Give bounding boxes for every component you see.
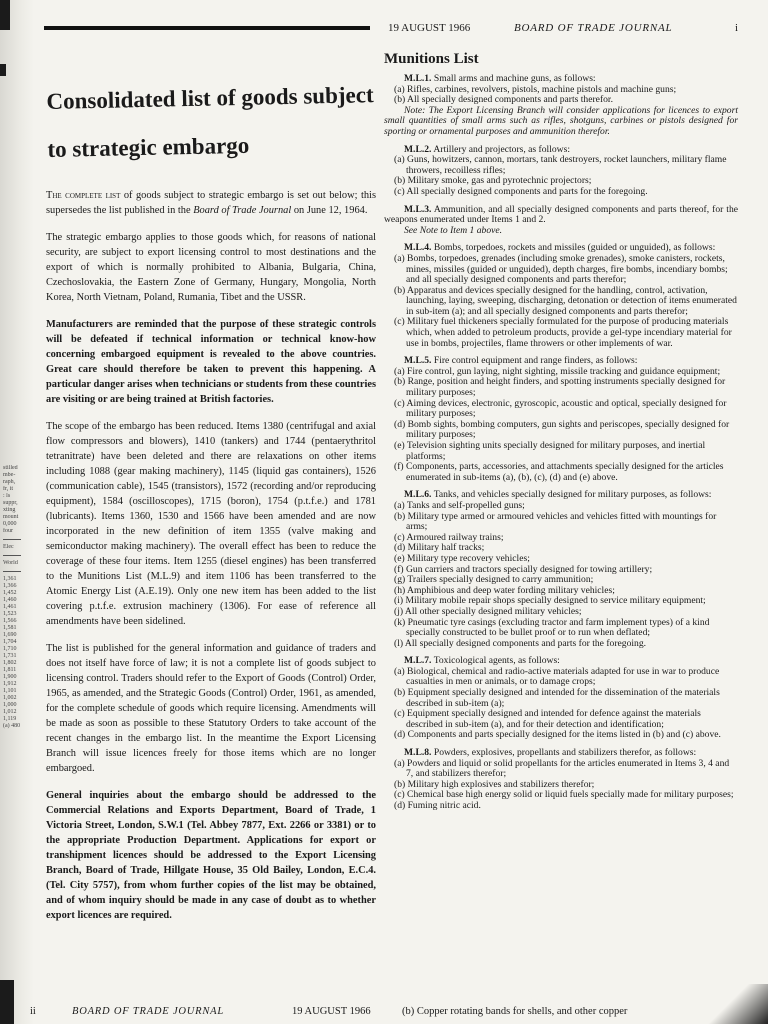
ml-sub-item: (b) Military high explosives and stabilizers therefor;: [394, 778, 595, 790]
ml-item-text: Artillery and projectors, as follows:: [433, 143, 571, 155]
margin-note: 1,000: [3, 702, 17, 708]
footer-journal-title: BOARD OF TRADE JOURNAL: [72, 1006, 225, 1017]
margin-note: 1,900: [3, 674, 17, 680]
margin-note: World: [3, 560, 18, 566]
article-title: [46, 71, 378, 174]
margin-note: 1,802: [3, 660, 17, 666]
footer-continued-text: (b) Copper rotating bands for shells, and other copper: [402, 1006, 628, 1017]
ml-item: [384, 656, 738, 741]
margin-note: 1,690: [3, 632, 17, 638]
margin-note: 1,523: [3, 611, 17, 617]
article-column: [46, 78, 376, 935]
margin-note: 1,731: [3, 653, 17, 659]
title-line-2: to strategic embargo: [47, 132, 250, 162]
margin-note: 1,452: [3, 590, 17, 596]
margin-note: 1,710: [3, 646, 17, 652]
ml-sub-item: (a) Guns, howitzers, cannon, mortars, tank destroyers, rocket launchers, military flame throwers, recoilless rifles;: [394, 154, 727, 176]
ml-item-note: See Note to Item 1 above.: [404, 224, 503, 236]
ml-item: [384, 205, 738, 237]
ml-item: [384, 243, 738, 349]
page-curl-shadow: [708, 984, 768, 1024]
margin-note: 0,000: [3, 521, 17, 527]
ml-item: [384, 356, 738, 483]
margin-note: 1,566: [3, 618, 17, 624]
ml-sub-item: (c) Aiming devices, electronic, gyroscopic, acoustic and optical, specially designed for military purposes;: [394, 397, 727, 420]
ml-sub-item: (h) Amphibious and deep water fording military vehicles;: [394, 584, 615, 596]
munitions-items: [384, 74, 738, 812]
ml-sub-item: (a) Tanks and self-propelled guns;: [394, 499, 525, 511]
ml-sub-item: (f) Components, parts, accessories, and attachments specially designed for the articles enumerated in sub-items (a), (b), (c), (d) and (e) above.: [394, 461, 724, 483]
ml-sub-item: (b) Military type armed or armoured vehicles and vehicles fitted with mountings for arms;: [394, 510, 717, 533]
margin-note: 1,119: [3, 716, 17, 722]
ml-item-text: Tanks, and vehicles specially designed for military purposes, as follows:: [433, 489, 712, 501]
ml-sub-item: (b) All specially designed components and parts therefor.: [394, 94, 613, 106]
intro-lead: The complete list: [46, 190, 121, 201]
ml-sub-item: (b) Equipment specially designed and intended for the dissemination of the materials described in sub-item (a);: [394, 687, 720, 709]
margin-note: 1,461: [3, 604, 17, 610]
margin-note: 1,002: [3, 695, 17, 701]
ml-sub-item: (d) Military half tracks;: [394, 542, 485, 554]
margin-rule: [3, 539, 21, 540]
margin-note: fr, it: [3, 486, 14, 492]
inquiries-paragraph: General inquiries about the embargo should be addressed to the Commercial Relations and Exports Department, Board of Trade, 1 Victoria Street, London, S.W.1 (Tel. Abbey 7877, Ext. 2266 or 3381) or to the appropriate Production Department. Applications for export or transhipment licences should be addressed to the Export Licensing Branch, Board of Trade, Hillgate House, 35 Old Bailey, London, E.C.4. (Tel. City 5757), from whom further copies of the list may be obtained, and of whom inquiry should be made in any case of doubt as to whether export licences are required.: [46, 790, 376, 921]
ml-sub-item: (g) Trailers specially designed to carry ammunition;: [394, 574, 594, 586]
footer-page-number: ii: [30, 1006, 36, 1017]
ml-item-code: M.L.4.: [404, 242, 432, 254]
ml-sub-item: (l) All specially designed components and parts for the foregoing.: [394, 637, 647, 649]
binding-mark: [0, 64, 6, 76]
ml-sub-item: (d) Bomb sights, bombing computers, gun sights and periscopes, specially designed for military purposes;: [394, 418, 730, 441]
page-footer: [30, 1004, 750, 1020]
ml-sub-item: (k) Pneumatic tyre casings (excluding tractor and farm implement types) of a kind specially constructed to be bullet proof or to run when deflated;: [394, 616, 710, 639]
header-page-number: i: [734, 22, 738, 34]
ml-item-heading: [384, 74, 738, 85]
margin-notes: [3, 465, 29, 730]
page-header: [388, 20, 738, 36]
ml-sub-item: (b) Apparatus and devices specially designed for the handling, control, activation, launching, laying, sweeping, discharging, detonation or detection of items enumerated in sub-item (a); and all specially designed components and parts therefor;: [394, 284, 737, 317]
margin-note: 1,101: [3, 688, 17, 694]
ml-item-text: Toxicological agents, as follows:: [433, 655, 560, 667]
margin-note: stilled: [3, 465, 18, 471]
munitions-list-column: [384, 50, 738, 819]
ml-item: [384, 74, 738, 138]
ml-sub-item: (e) Military type recovery vehicles;: [394, 552, 530, 564]
ml-sub-item: (c) All specially designed components and parts for the foregoing.: [394, 185, 648, 197]
margin-note: 1,460: [3, 597, 17, 603]
intro-text-b: on June 12, 1964.: [291, 205, 368, 216]
warning-paragraph: Manufacturers are reminded that the purpose of these strategic controls will be defeated if technical information or technical know-how concerning embargoed equipment is revealed to the above countries. Great care should therefore be taken to prevent this happening. A particular danger arises when technicians or students from these countries are visiting or are being trained at British factories.: [46, 319, 376, 405]
ml-item-text: Bombs, torpedoes, rockets and missiles (guided or unguided), as follows:: [433, 242, 716, 254]
intro-reference: Board of Trade Journal: [193, 205, 292, 216]
ml-sub-item: (d) Components and parts specially designed for the items listed in (b) and (c) above.: [394, 729, 721, 741]
binding-mark: [0, 980, 14, 1024]
ml-item-code: M.L.8.: [404, 747, 432, 759]
ml-sub-item: (e) Television sighting units specially designed for military purposes, and inertial platforms;: [394, 440, 706, 462]
ml-sub-item: (a) Fire control, gun laying, night sighting, missile tracking and guidance equipment;: [394, 365, 721, 377]
margin-note: mount: [3, 514, 19, 520]
ml-item: [384, 145, 738, 198]
ml-item-code: M.L.7.: [404, 655, 432, 667]
ml-sub-item: (f) Gun carriers and tractors specially designed for towing artillery;: [394, 563, 653, 575]
ml-item-heading: [384, 205, 738, 226]
margin-note: 1,012: [3, 709, 17, 715]
intro-paragraph: [46, 188, 376, 218]
guidance-paragraph: The list is published for the general information and guidance of traders and does not itself have force of law; it is not a complete list of goods subject to licensing control. Traders should refer to the Export of Goods (Control) Order, 1965, as amended, and the Strategic Goods (Control) Order, 1961, as amended, for the complete schedule of goods which require licensing. Amendments will be made as soon as possible to these Statutory Orders to take account of the recent changes in the embargo list. In the meantime the Export Licensing Branch will issue licences freely for those items which are no longer embargoed.: [46, 643, 376, 774]
binding-mark: [0, 0, 10, 30]
ml-sub-item: (a) Biological, chemical and radio-active materials adapted for use in war to produce casualties in men or animals, or to damage crops;: [394, 665, 720, 688]
ml-item-note: Note: The Export Licensing Branch will consider applications for licences to export small quantities of small arms such as rifles, shotguns, carbines or pistols designed for sporting or ornamental purposes and ammunition therefor.: [384, 104, 738, 137]
margin-note: mbe-: [3, 472, 16, 478]
ml-item-text: Ammunition, and all specially designed components and parts thereof, for the weapons enumerated under Items 1 and 2.: [384, 203, 738, 226]
margin-note: Elec: [3, 544, 14, 550]
header-rule: [44, 26, 370, 30]
ml-item-text: Small arms and machine guns, as follows:: [433, 73, 596, 84]
margin-note: (a) 480: [3, 723, 21, 729]
header-journal-title: BOARD OF TRADE JOURNAL: [514, 22, 673, 34]
margin-note: raph,: [3, 479, 16, 485]
margin-note: 1,361: [3, 576, 17, 582]
ml-sub-item: (b) Military smoke, gas and pyrotechnic projectors;: [394, 175, 592, 187]
margin-note: 1,811: [3, 667, 17, 673]
margin-rule: [3, 555, 21, 556]
ml-item-text: Fire control equipment and range finders, as follows:: [433, 355, 638, 367]
ml-sub-item: (j) All other specially designed military vehicles;: [394, 605, 582, 617]
ml-sub-item: (c) Equipment specially designed and intended for defence against the materials described in sub-item (a), and for their detection and identification;: [394, 708, 701, 730]
ml-item: [384, 490, 738, 649]
footer-date: 19 AUGUST 1966: [292, 1006, 371, 1017]
title-line-1: Consolidated list of goods subject: [46, 82, 374, 114]
ml-item-code: M.L.6.: [404, 489, 432, 501]
margin-rule: [3, 571, 21, 572]
ml-sub-item: (c) Military fuel thickeners specially formulated for the purpose of producing materials which, when added to petroleum products, provide a gel-type incendiary material for use in bombs, projectiles, flame throwers or other implements of war.: [394, 316, 732, 349]
section-title: Munitions List: [384, 51, 479, 67]
changes-paragraph: The scope of the embargo has been reduced. Items 1380 (centrifugal and axial flow compressors and blowers), 1410 (tankers) and 1744 (pentaerythritol tetranitrate) have been deleted and there are relaxations on other items including 1088 (gear making machinery), 1145 (liquid gas containers), 1526 (communication cable), 1545 (transistors), 1572 (recording and/or reproducing equipment), 1584 (oscilloscopes), 1715 (boron), 1754 (p.t.f.e.) and 1781 (lubricants). Items 1360, 1530 and 1566 have been amended and are now incorporated in the new definition of item 1355 (valve making and semiconductor making machinery). The overall effect has been to reduce the coverage of these four items. Item 1255 (diesel engines) has been transferred to the Munitions List (M.L.9) and item 1106 has been transferred to the Atomic Energy List (A.E.19). Only one new item has been added to the list covering p.t.f.e. extrusion machinery (1306). For ease of reference all amendments have been sidelined.: [46, 421, 376, 627]
ml-item-code: M.L.5.: [404, 355, 432, 367]
ml-sub-item: (i) Military mobile repair shops specially designed to service military equipment;: [394, 595, 706, 607]
ml-sub-item: (a) Powders and liquid or solid propellants for the articles enumerated in Items 3, 4 and 7, and stabilizers therefor;: [394, 757, 730, 780]
margin-note: 1,366: [3, 583, 17, 589]
ml-sub-item: (c) Armoured railway trains;: [394, 531, 504, 543]
margin-note: four: [3, 528, 13, 534]
margin-note: 1,912: [3, 681, 17, 687]
margin-note: suppr,: [3, 500, 18, 506]
margin-note: 1,581: [3, 625, 17, 631]
ml-item-code: M.L.3.: [404, 203, 432, 215]
ml-sub-item: (c) Chemical base high energy solid or liquid fuels specially made for military purposes;: [394, 789, 734, 801]
ml-item-code: M.L.1.: [404, 73, 432, 84]
embargo-scope-paragraph: The strategic embargo applies to those goods which, for reasons of national security, are subject to export licensing control to most destinations and the export of which is normally prohibited to Albania, Bulgaria, China, Czechoslovakia, the Eastern Zone of Germany, Hungary, Mongolia, North Korea, North Vietnam, Poland, Rumania, Tibet and the USSR.: [46, 232, 376, 303]
header-date: 19 AUGUST 1966: [388, 22, 471, 34]
margin-note: 1,704: [3, 639, 17, 645]
ml-sub-item: (a) Bombs, torpedoes, grenades (including smoke grenades), smoke canisters, rockets, mines, missiles (guided or unguided), depth charges, fire bombs, incendiary bombs; and all specially designed components and parts therefor;: [394, 252, 728, 286]
ml-item: [384, 748, 738, 812]
intro-text-a: of goods subject to strategic embargo is set out below; this supersedes the list published in the: [46, 190, 376, 216]
ml-sub-item: (a) Rifles, carbines, revolvers, pistols, machine pistols and machine guns;: [394, 83, 677, 95]
ml-sub-item: (d) Fuming nitric acid.: [394, 800, 481, 811]
ml-item-code: M.L.2.: [404, 143, 432, 155]
margin-note: xting: [3, 507, 16, 513]
ml-sub-item: (b) Range, position and height finders, and spotting instruments specially designed for military purposes;: [394, 376, 726, 399]
margin-note: : ls: [3, 493, 11, 499]
ml-item-text: Powders, explosives, propellants and stabilizers therefor, as follows:: [433, 747, 697, 759]
